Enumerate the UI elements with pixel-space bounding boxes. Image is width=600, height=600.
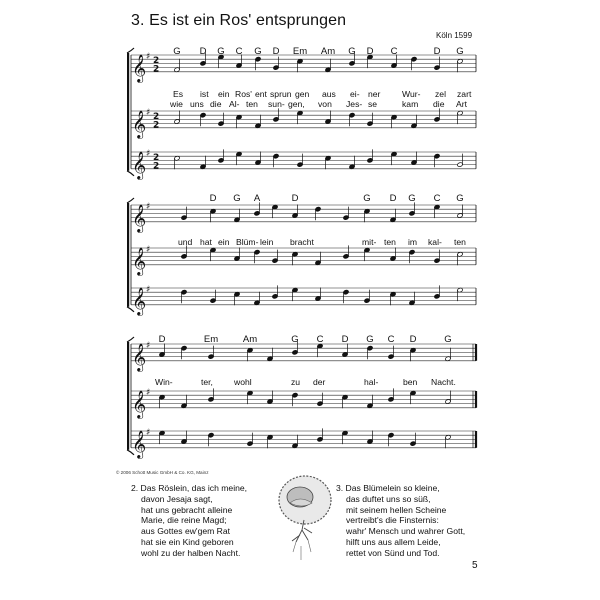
lyric-syllable: ten: [384, 237, 396, 247]
page-number: 5: [472, 560, 478, 571]
chord-symbol: G: [291, 334, 299, 345]
time-signature-bottom: 2: [153, 161, 160, 172]
lyric-syllable: ter,: [201, 377, 213, 387]
chord-symbol: G: [456, 46, 464, 57]
lyric-syllable: hat: [200, 237, 212, 247]
lyric-syllable: wohl: [234, 377, 252, 387]
time-signature-top: 2: [153, 152, 160, 163]
bracket-hook: [127, 337, 134, 342]
staff: [131, 108, 476, 139]
chord-symbol: D: [389, 193, 397, 204]
verse-line: hat uns gebracht alleine: [141, 504, 233, 515]
lyric-syllable: gen,: [288, 99, 305, 109]
verse-line: Marie, die reine Magd;: [141, 515, 227, 526]
lyric-syllable: ent: [255, 89, 267, 99]
lyric-syllable: im: [408, 237, 418, 247]
lyric-syllable: zel: [435, 89, 446, 99]
verse-line: vertreibt's die Finsternis:: [346, 515, 439, 526]
chord-symbol: G: [217, 46, 225, 57]
chord-symbol: C: [235, 46, 243, 57]
lyric-syllable: bracht: [290, 237, 314, 247]
lyric-syllable: die: [433, 99, 445, 109]
chord-symbol: C: [316, 334, 324, 345]
staff: [131, 341, 476, 372]
sharp-icon: ♯: [146, 340, 151, 351]
verse-line: hat sie ein Kind geboren: [141, 536, 234, 547]
lyric-syllable: hal-: [364, 377, 379, 387]
sharp-icon: ♯: [146, 427, 151, 438]
verse-line: 3. Das Blümelein so kleine,: [336, 483, 440, 493]
lyric-syllable: zart: [457, 89, 472, 99]
lyric-syllable: lein: [260, 237, 274, 247]
lyric-syllable: ten: [454, 237, 466, 247]
lyric-syllable: Es: [173, 89, 184, 99]
lyric-syllable: die: [210, 99, 222, 109]
system-bracket: [127, 342, 129, 450]
chord-symbol: D: [272, 46, 280, 57]
lyric-syllable: Nacht.: [431, 377, 456, 387]
lyric-syllable: zu: [291, 377, 301, 387]
chord-symbol: D: [199, 46, 207, 57]
sharp-icon: ♯: [146, 284, 151, 295]
chord-symbol: Am: [320, 46, 336, 57]
chord-symbol: G: [363, 193, 371, 204]
chord-symbol: D: [433, 46, 441, 57]
treble-clef-icon: 𝄞: [132, 203, 147, 232]
lyric-syllable: sun-: [268, 99, 285, 109]
staff: [131, 245, 476, 276]
lyric-syllable: wie: [170, 99, 183, 109]
chord-symbol: C: [433, 193, 441, 204]
sharp-icon: ♯: [146, 148, 151, 159]
chord-symbol: D: [409, 334, 417, 345]
verse-line: das duftet uns so süß,: [346, 493, 431, 504]
lyric-syllable: Win-: [155, 377, 173, 387]
lyric-syllable: Wur-: [402, 89, 421, 99]
chord-symbol: G: [408, 193, 416, 204]
chord-symbol: D: [209, 193, 217, 204]
lyric-syllable: kam: [402, 99, 419, 109]
lyric-syllable: der: [313, 377, 326, 387]
treble-clef-icon: 𝄞: [132, 429, 147, 458]
lyric-syllable: ner: [368, 89, 381, 99]
roots: [293, 540, 311, 560]
music-system: [127, 198, 476, 316]
lyric-syllable: ein: [218, 237, 230, 247]
sharp-icon: ♯: [146, 201, 151, 212]
lyric-syllable: aus: [322, 89, 336, 99]
chord-symbol: G: [173, 46, 181, 57]
chord-symbol: A: [253, 193, 261, 204]
bracket-hook: [127, 198, 134, 203]
lyric-syllable: Ros': [235, 89, 252, 99]
treble-clef-icon: 𝄞: [132, 53, 147, 82]
verse-2: [131, 483, 247, 559]
staff: [131, 388, 476, 419]
rose-plant-illustration: [279, 476, 331, 560]
staff: [131, 428, 476, 459]
verse-line: davon Jesaja sagt,: [141, 493, 213, 504]
chord-symbol: Am: [242, 334, 258, 345]
verse-3: [336, 483, 465, 559]
chord-symbol: D: [341, 334, 349, 345]
lyric-syllable: von: [318, 99, 332, 109]
chord-symbol: G: [348, 46, 356, 57]
lyric-syllable: gen: [295, 89, 310, 99]
treble-clef-icon: 𝄞: [132, 109, 147, 138]
verse-line: rettet von Sünd und Tod.: [346, 547, 440, 558]
lyric-syllable: sprun: [270, 89, 292, 99]
chord-symbol: C: [387, 334, 395, 345]
verse-line: wahr' Mensch und wahrer Gott,: [346, 526, 466, 537]
chord-symbol: Em: [292, 46, 308, 57]
lyric-syllable: ben: [403, 377, 418, 387]
sharp-icon: ♯: [146, 51, 151, 62]
lyric-syllable: se: [368, 99, 378, 109]
lyric-syllable: Al-: [229, 99, 240, 109]
lyric-syllable: mit-: [362, 237, 377, 247]
music-system: [127, 337, 476, 459]
chord-symbol: D: [158, 334, 166, 345]
copyright-notice: © 2006 Schott Music GmbH & Co. KG, Mainz: [116, 470, 209, 475]
lyric-syllable: ten: [246, 99, 258, 109]
chord-symbol: C: [390, 46, 398, 57]
verse-line: hilft uns aus allem Leide,: [346, 536, 441, 547]
chord-symbol: G: [233, 193, 241, 204]
time-signature-bottom: 2: [153, 64, 160, 75]
treble-clef-icon: 𝄞: [132, 150, 147, 179]
time-signature-top: 2: [153, 55, 160, 66]
song-source: Köln 1599: [436, 31, 473, 40]
time-signature-top: 2: [153, 111, 160, 122]
chord-symbol: G: [254, 46, 262, 57]
chord-symbol: D: [366, 46, 374, 57]
treble-clef-icon: 𝄞: [132, 246, 147, 275]
chord-symbol: Em: [203, 334, 219, 345]
chord-symbol: G: [366, 334, 374, 345]
treble-clef-icon: 𝄞: [132, 286, 147, 315]
verse-line: aus Gottes ew'gem Rat: [141, 526, 231, 537]
sharp-icon: ♯: [146, 107, 151, 118]
sharp-icon: ♯: [146, 244, 151, 255]
lyric-syllable: Jes-: [346, 99, 363, 109]
treble-clef-icon: 𝄞: [132, 342, 147, 371]
music-system: [127, 48, 476, 180]
lyric-syllable: kal-: [428, 237, 442, 247]
verse-line: wohl zu der halben Nacht.: [141, 547, 241, 558]
lyric-syllable: ein: [218, 89, 230, 99]
sharp-icon: ♯: [146, 387, 151, 398]
staff: [131, 202, 476, 233]
system-bracket: [127, 203, 129, 307]
lyric-syllable: Art: [456, 99, 467, 109]
chord-symbol: D: [291, 193, 299, 204]
lyric-syllable: und: [178, 237, 193, 247]
time-signature-bottom: 2: [153, 120, 160, 131]
lyric-syllable: Blüm-: [236, 237, 259, 247]
chord-symbol: G: [456, 193, 464, 204]
verse-line: 2. Das Röslein, das ich meine,: [131, 483, 248, 493]
lyric-syllable: uns: [190, 99, 204, 109]
lyric-syllable: ist: [200, 89, 209, 99]
verse-line: mit seinem hellen Scheine: [346, 504, 447, 515]
chord-symbol: G: [444, 334, 452, 345]
staff: [131, 149, 476, 180]
lyric-syllable: ei-: [350, 89, 360, 99]
treble-clef-icon: 𝄞: [132, 389, 147, 418]
bracket-hook: [127, 48, 134, 53]
song-title: 3. Es ist ein Ros' entsprungen: [131, 12, 347, 29]
system-bracket: [127, 53, 129, 171]
staff: [131, 285, 476, 316]
